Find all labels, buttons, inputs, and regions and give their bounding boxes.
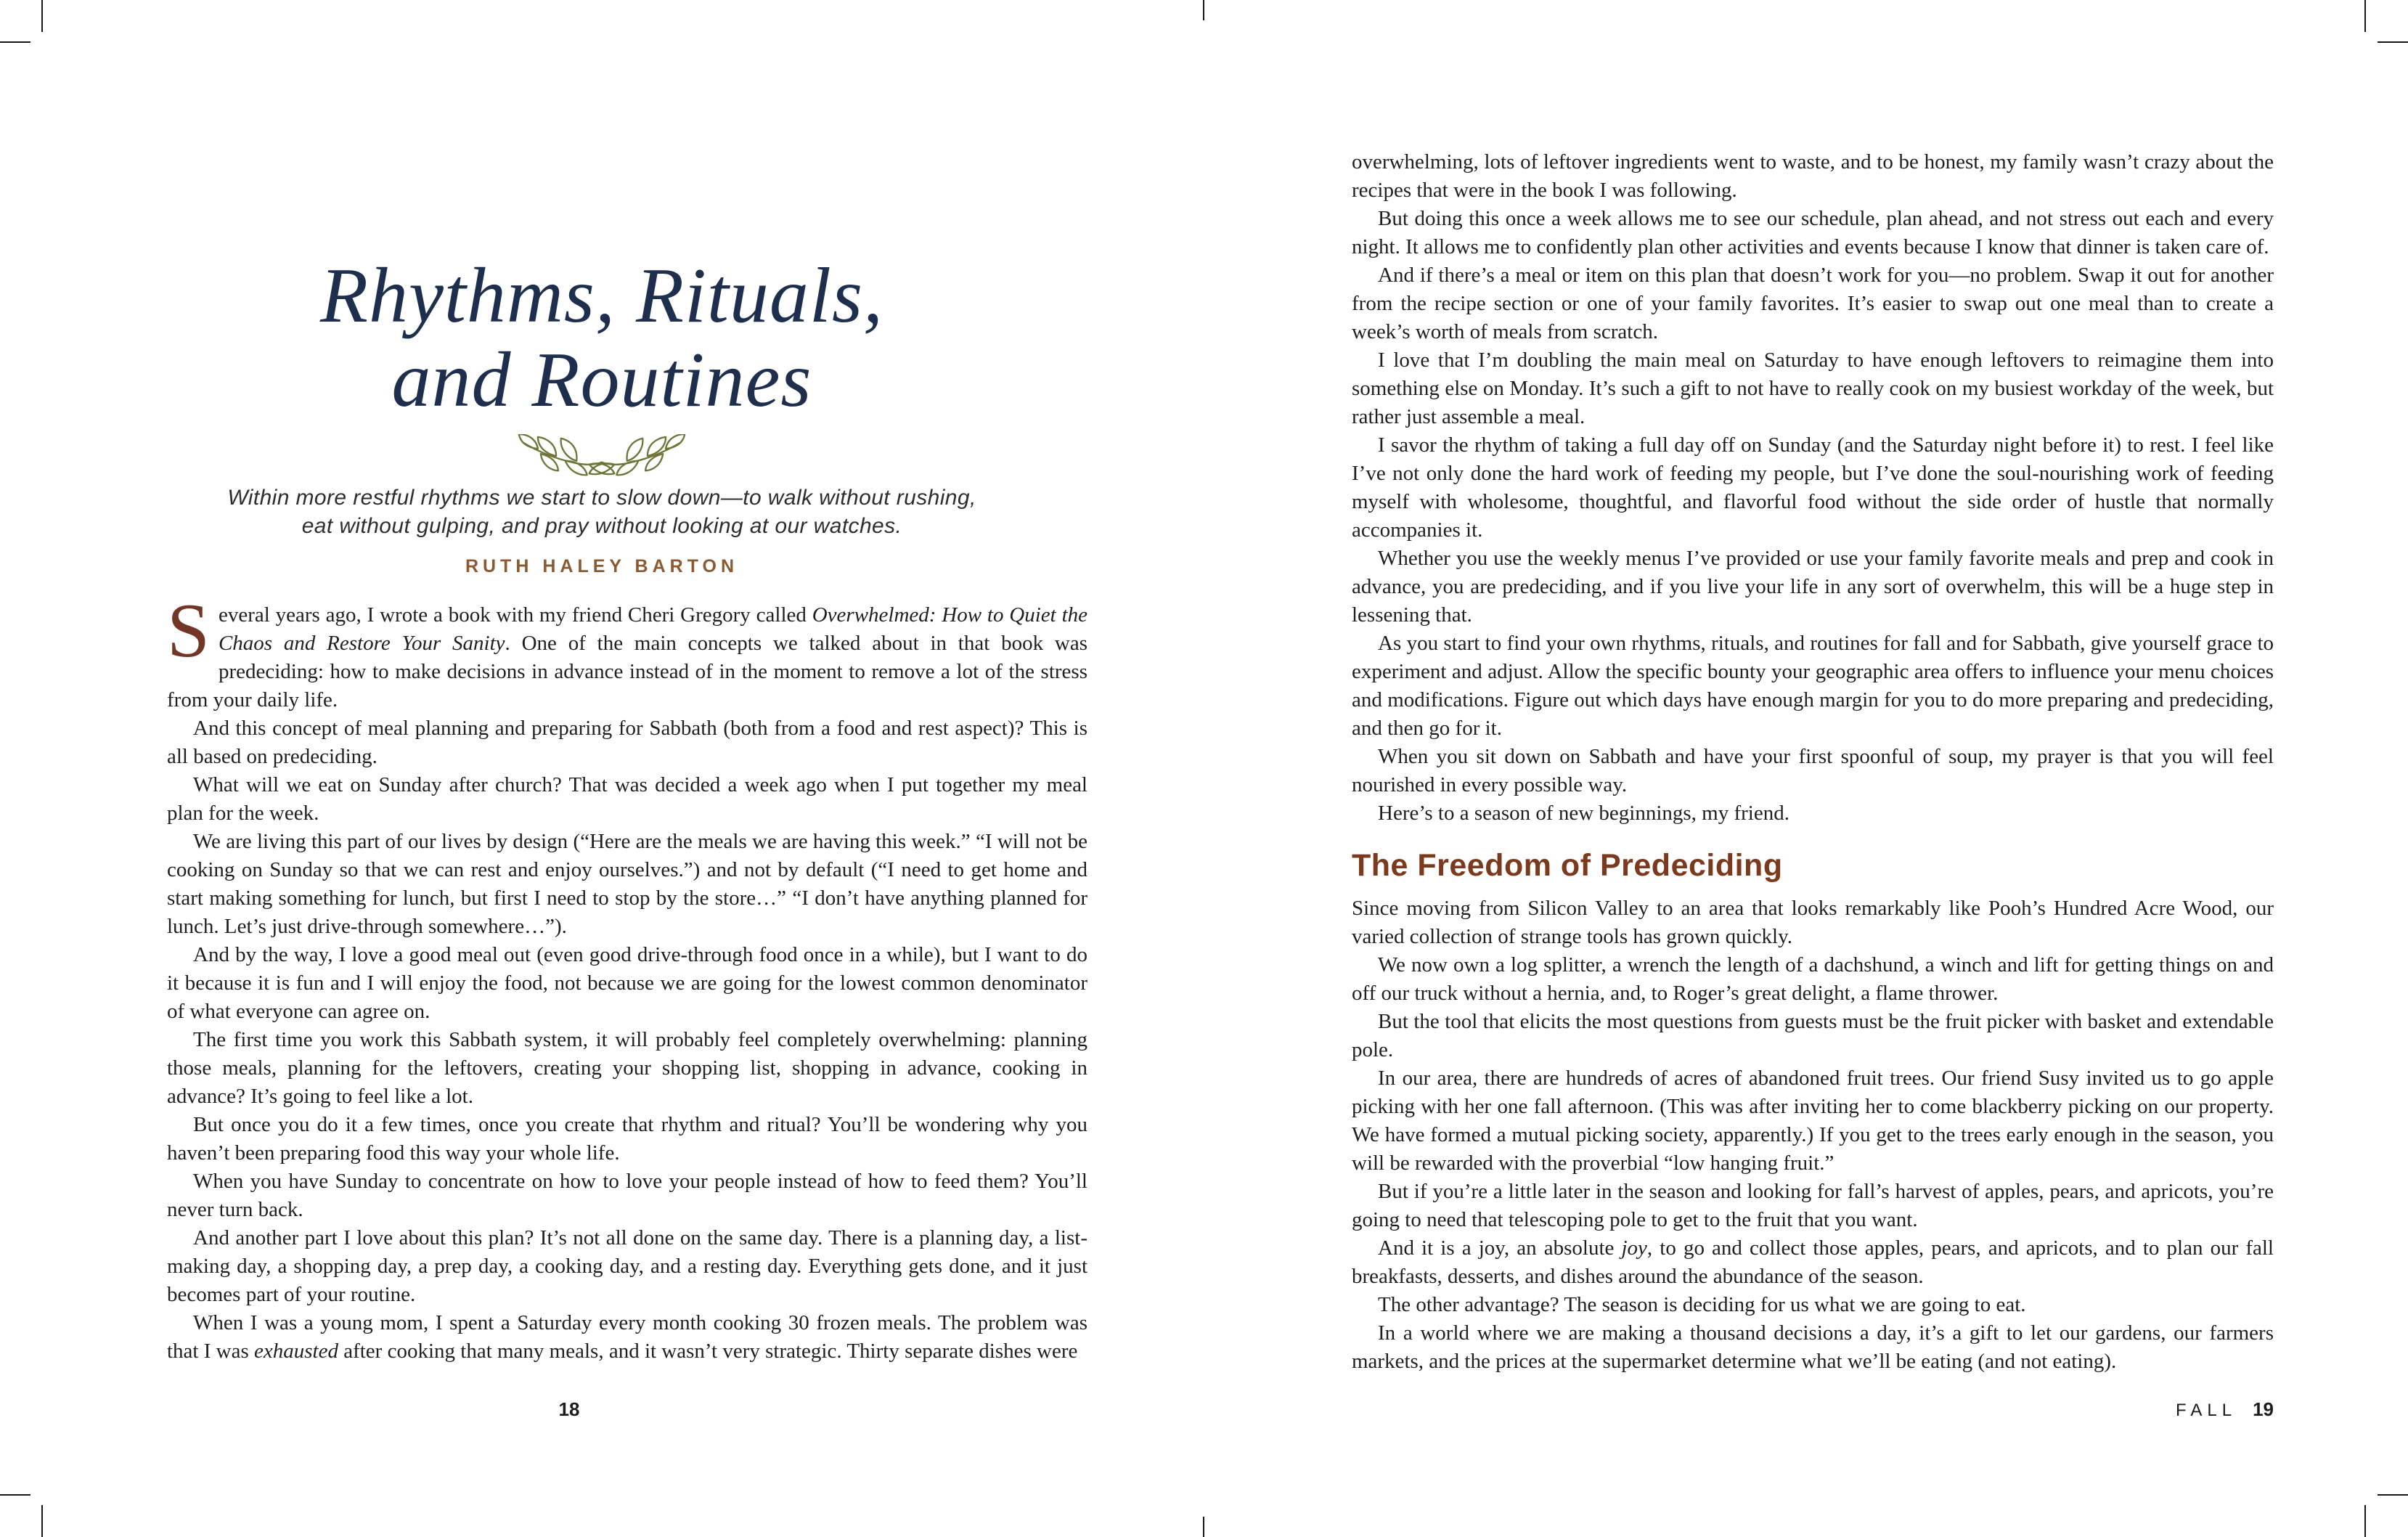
- opening-paragraph-text: everal years ago, I wrote a book with my friend Cheri Gregory called Overwhelmed: How to Quiet the Chaos and Restore Your Sanity. One of the main concepts we talked about in that book was predeciding: how to make decisions in advance instead of in the moment to remove a lot of the stress from your daily life.: [167, 603, 1087, 712]
- epigraph-attribution: RUTH HALEY BARTON: [465, 556, 739, 576]
- paragraph: Whether you use the weekly menus I’ve provided or use your family favorite meals and prep and cook in advance, you are predeciding, and if you live your life in any sort of overwhelm, this will be a huge step in lessening that.: [1352, 547, 2274, 627]
- paragraph: We are living this part of our lives by design (“Here are the meals we are having this week.” “I will not be cooking on Sunday so that we can rest and enjoy ourselves.”) and not by default (“I need to get home and start making something for lunch, but first I need to stop by the store…” “I don’t have anything planned for lunch. Let’s just drive-through somewhere…”).: [167, 830, 1087, 938]
- paragraph: We now own a log splitter, a wrench the length of a dachshund, a winch and lift for getting things on and off our truck without a hernia, and, to Roger’s great delight, a flame thrower.: [1352, 953, 2274, 1005]
- paragraph-group: [1352, 894, 2274, 1376]
- body-text: [1352, 148, 2274, 1376]
- paragraph: And if there’s a meal or item on this plan that doesn’t work for you—no problem. Swap it out for another from the recipe section or one of your family favorites. It’s easier to swap out one meal than to create a week’s worth of meals from scratch.: [1352, 264, 2274, 343]
- paragraph: And another part I love about this plan? It’s not all done on the same day. There is a planning day, a list-making day, a shopping day, a prep day, a cooking day, and a resting day. Everything gets done, and it just becomes part of your routine.: [167, 1226, 1087, 1306]
- paragraph: I savor the rhythm of taking a full day off on Sunday (and the Saturday night before it) to rest. I feel like I’ve not only done the hard work of feeding my people, but I’ve done the soul-nourishing work of feeding myself with wholesome, thoughtful, and flavorful food without the side order of hustle that normally accompanies it.: [1352, 433, 2274, 542]
- paragraph-group: [1352, 148, 2274, 828]
- section-heading: The Freedom of Predeciding: [1352, 848, 1783, 883]
- paragraph: In our area, there are hundreds of acres of abandoned fruit trees. Our friend Susy invited us to go apple picking with her one fall afternoon. (This was after inviting her to come blackberry picking on our property. We have formed a mutual picking society, apparently.) If you get to the trees early enough in the season, you will be rewarded with the proverbial “low hanging fruit.”: [1352, 1067, 2274, 1175]
- paragraph: And by the way, I love a good meal out (even good drive-through food once in a while), but I want to do it because it is fun and I will enjoy the food, not because we are going for the lowest common denominator of what everyone can agree on.: [167, 943, 1087, 1023]
- paragraph: But the tool that elicits the most questions from guests must be the fruit picker with basket and extendable pole.: [1352, 1010, 2274, 1061]
- epigraph-line: Within more restful rhythms we start to slow down—to walk without rushing,: [227, 486, 976, 510]
- paragraph: The other advantage? The season is deciding for us what we are going to eat.: [1378, 1293, 2026, 1316]
- laurel-ornament-icon: [489, 434, 714, 478]
- paragraph: I love that I’m doubling the main meal on Saturday to have enough leftovers to reimagine them into something else on Monday. It’s such a gift to not have to really cook on my busiest workday of the week, but rather just assemble a meal.: [1352, 348, 2274, 428]
- opening-paragraph: [167, 588, 1087, 714]
- paragraph: When you have Sunday to concentrate on how to love your people instead of how to feed them? You’ll never turn back.: [167, 1170, 1087, 1221]
- paragraph: overwhelming, lots of leftover ingredients went to waste, and to be honest, my family wasn’t crazy about the recipes that were in the book I was following.: [1352, 150, 2274, 202]
- paragraph: Since moving from Silicon Valley to an area that looks remarkably like Pooh’s Hundred Acre Wood, our varied collection of strange tools has grown quickly.: [1352, 897, 2274, 948]
- page-number: 19: [2253, 1398, 2274, 1420]
- paragraph: But if you’re a little later in the season and looking for fall’s harvest of apples, pears, and apricots, you’re going to need that telescoping pole to get to the fruit that you want.: [1352, 1180, 2274, 1231]
- footer-season-label: FALL: [2176, 1401, 2237, 1420]
- paragraph-group: [167, 714, 1087, 1366]
- epigraph: [87, 484, 1117, 540]
- chapter-title-line: Rhythms, Rituals,: [320, 253, 883, 339]
- paragraph: The first time you work this Sabbath system, it will probably feel completely overwhelming: planning those meals, planning for the leftovers, creating your shopping list, shopping in advance, cooking in advance? It’s going to feel like a lot.: [167, 1028, 1087, 1108]
- page-number: 18: [558, 1398, 580, 1420]
- epigraph-line: eat without gulping, and pray without looking at our watches.: [301, 514, 902, 538]
- page-footer: [2176, 1398, 2274, 1421]
- drop-cap: S: [167, 588, 210, 673]
- paragraph: In a world where we are making a thousand decisions a day, it’s a gift to let our gardens, our farmers markets, and the prices at the supermarket determine what we’ll be eating (and not eating).: [1352, 1321, 2274, 1373]
- paragraph: As you start to find your own rhythms, rituals, and routines for fall and for Sabbath, give yourself grace to experiment and adjust. Allow the specific bounty your geographic area offers to influence your menu choices and modifications. Figure out which days have enough margin for you to do more preparing and predeciding, and then go for it.: [1352, 632, 2274, 740]
- chapter-title: [0, 254, 1204, 423]
- paragraph: Here’s to a season of new beginnings, my friend.: [1378, 802, 1789, 825]
- paragraph: And it is a joy, an absolute joy, to go and collect those apples, pears, and apricots, and to plan our fall breakfasts, desserts, and dishes around the abundance of the season.: [1352, 1236, 2274, 1288]
- paragraph: And this concept of meal planning and preparing for Sabbath (both from a food and rest aspect)? This is all based on predeciding.: [167, 717, 1087, 768]
- paragraph: But doing this once a week allows me to see our schedule, plan ahead, and not stress out each and every night. It allows me to confidently plan other activities and events because I know that dinner is taken care of.: [1352, 207, 2274, 258]
- body-text: [167, 588, 1087, 1366]
- page-right: [1204, 0, 2408, 1537]
- chapter-title-line: and Routines: [391, 337, 812, 423]
- paragraph: What will we eat on Sunday after church? That was decided a week ago when I put together my meal plan for the week.: [167, 773, 1087, 825]
- paragraph: But once you do it a few times, once you create that rhythm and ritual? You’ll be wondering why you haven’t been preparing food this way your whole life.: [167, 1113, 1087, 1165]
- paragraph: When you sit down on Sabbath and have your first spoonful of soup, my prayer is that you will feel nourished in every possible way.: [1352, 745, 2274, 796]
- paragraph: When I was a young mom, I spent a Saturday every month cooking 30 frozen meals. The problem was that I was exhausted after cooking that many meals, and it wasn’t very strategic. Thirty separate dishes were: [167, 1311, 1087, 1363]
